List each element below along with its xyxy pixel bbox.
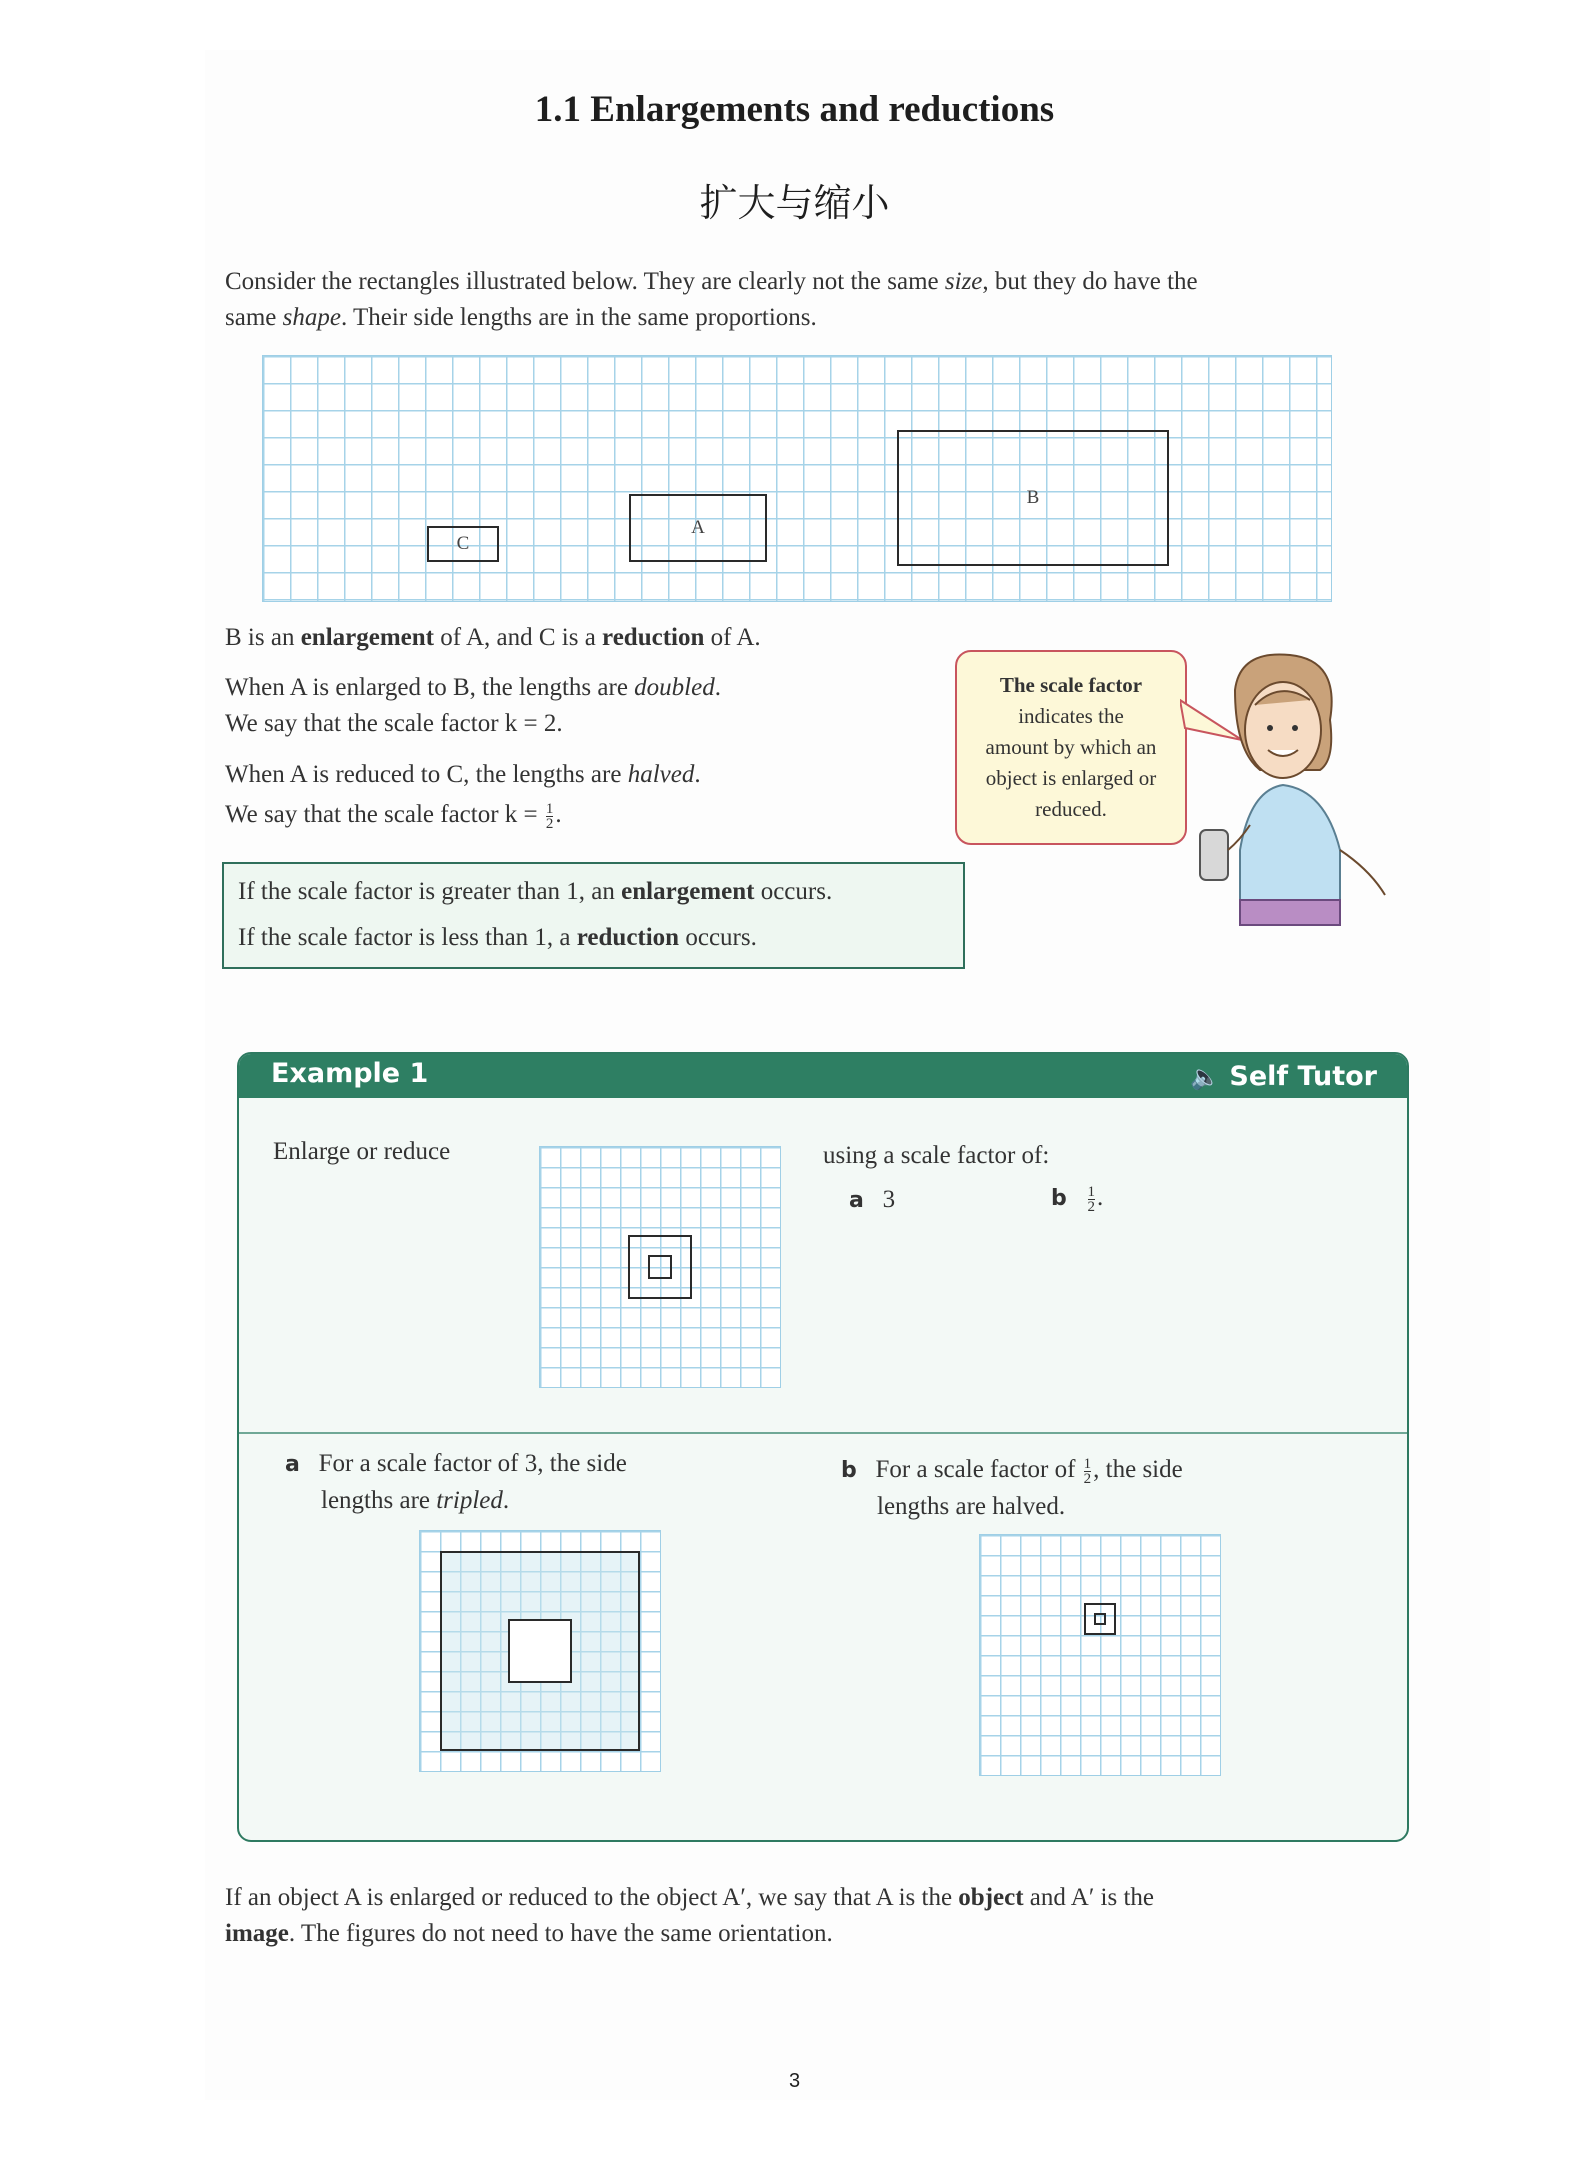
example-1-panel (237, 1052, 1409, 1842)
rectangle-c-label: C (456, 533, 470, 554)
scale-factor-speech-bubble (955, 650, 1187, 845)
example-title: Example 1 (271, 1058, 429, 1089)
speaker-icon: 🔈 (1190, 1063, 1220, 1091)
rectangle-a (629, 494, 767, 562)
explanation-line-1: B is an enlargement of A, and C is a reduction of A. (225, 624, 761, 651)
example-part-b: b $\frac{1}{2}$ . (1051, 1183, 1104, 1215)
example-divider (239, 1432, 1407, 1434)
explanation-doubled: When A is enlarged to B, the lengths are doubled. (225, 674, 721, 701)
rectangle-c (427, 526, 499, 562)
example-original-grid (539, 1146, 781, 1388)
bubble-line-4: object is enlarged or (985, 766, 1157, 790)
enlarged-inner-square (508, 1619, 572, 1683)
rectangle-b-label: B (1026, 487, 1040, 508)
bubble-line-1: The scale factor (999, 673, 1143, 697)
self-tutor-button[interactable] (1190, 1061, 1377, 1092)
inner-square (648, 1255, 672, 1279)
reduced-inner-square (1094, 1613, 1106, 1625)
answer-b-grid (979, 1534, 1221, 1776)
fraction-one-half: $\frac{1}{2}$ (1083, 1455, 1092, 1487)
example-header (239, 1054, 1407, 1098)
answer-a: a For a scale factor of 3, the side lengths are tripled. (285, 1450, 627, 1514)
scale-factor-rule-box (222, 862, 965, 969)
bubble-line-3: amount by which an (985, 735, 1157, 759)
page-title: 1.1 Enlargements and reductions (534, 89, 1055, 130)
bubble-line-5: reduced. (1035, 797, 1107, 821)
page-number: 3 (788, 2070, 801, 2092)
cartoon-girl-illustration (1180, 650, 1400, 930)
bubble-line-2: indicates the (1018, 704, 1124, 728)
explanation-scale-factor-2: We say that the scale factor k = 2. (225, 710, 563, 737)
answer-b: b For a scale factor of $\frac{1}{2}$ , the side lengths are halved. (841, 1455, 1183, 1520)
explanation-halved: When A is reduced to C, the lengths are halved. (225, 761, 701, 788)
page-subtitle-chinese: 扩大与缩小 (699, 181, 890, 225)
explanation-scale-factor-half: We say that the scale factor k = $\frac{1}{2}$ . (225, 800, 562, 832)
example-using-text: using a scale factor of: (823, 1142, 1050, 1169)
example-part-a: a 3 (849, 1186, 896, 1213)
answer-a-grid (419, 1530, 661, 1772)
rectangle-b (897, 430, 1169, 566)
rectangles-grid (262, 355, 1332, 602)
fraction-one-half: $\frac{1}{2}$ (545, 800, 554, 832)
rule-reduction: If the scale factor is less than 1, a reduction occurs. (238, 924, 757, 951)
example-prompt: Enlarge or reduce (273, 1138, 451, 1165)
fraction-one-half: $\frac{1}{2}$ (1087, 1183, 1095, 1215)
self-tutor-label: Self Tutor (1229, 1061, 1377, 1092)
intro-paragraph: Consider the rectangles illustrated below. They are clearly not the same size, but they do have the same shape. Their side lengths are in the same proportions. (225, 268, 1198, 331)
rectangle-a-label: A (691, 517, 705, 538)
closing-paragraph: If an object A is enlarged or reduced to the object A′, we say that A is the object and A′ is the image. The figures do not need to have the same orientation. (225, 1884, 1155, 1947)
rule-enlargement: If the scale factor is greater than 1, an enlargement occurs. (238, 878, 833, 905)
